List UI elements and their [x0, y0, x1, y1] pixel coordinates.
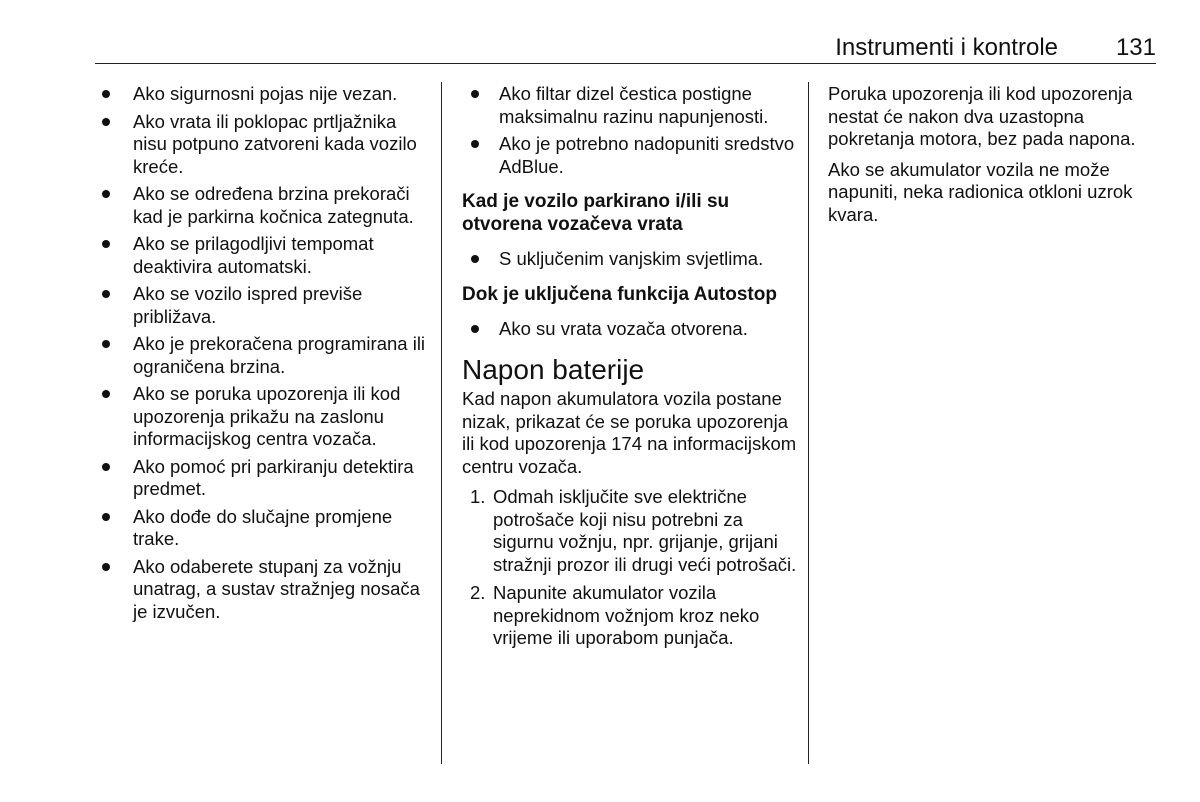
bullet-list [462, 83, 797, 178]
list-item: Ako dođe do slučajne promjene trake. [99, 506, 429, 551]
subheading-parked: Kad je vozilo parkirano i/ili su otvorena vozačeva vrata [462, 191, 730, 235]
bullet-icon [471, 90, 479, 98]
bullet-icon [471, 255, 479, 263]
list-item: Ako se prilagodljivi tempomat deaktivira automatski. [99, 233, 429, 278]
bullet-icon [102, 390, 110, 398]
page-header [0, 0, 1200, 70]
bullet-icon [102, 513, 110, 521]
list-item: Ako sigurnosni pojas nije vezan. [99, 83, 429, 106]
column-middle [462, 83, 797, 656]
list-item: Ako filtar dizel čestica postigne maksimalnu razinu napunjenosti. [462, 83, 797, 128]
bullet-icon [102, 463, 110, 471]
bullet-icon [102, 563, 110, 571]
bullet-list [99, 83, 429, 623]
column-left [99, 83, 429, 628]
subheading-autostop: Dok je uključena funkcija Autostop [462, 283, 777, 305]
column-divider [808, 82, 809, 764]
bullet-icon [471, 325, 479, 333]
bullet-list [462, 248, 797, 271]
column-divider [441, 82, 442, 764]
bullet-icon [102, 118, 110, 126]
section-title: Instrumenti i kontrole [835, 34, 1058, 61]
list-item: Ako vrata ili poklopac prtljažnika nisu potpuno zatvoreni kada vozilo kreće. [99, 111, 429, 179]
intro-paragraph: Kad napon akumulatora vozila postane nizak, prikazat će se poruka upozorenja ili kod upozorenja 174 na informacijskom centru vozača. [462, 388, 797, 477]
paragraph: Ako se akumulator vozila ne može napuniti, neka radionica otkloni uzrok kvara. [828, 158, 1133, 225]
bullet-icon [471, 140, 479, 148]
step-number: 1. [470, 486, 486, 507]
list-item: Ako se poruka upozorenja ili kod upozorenja prikažu na zaslonu informacijskog centra vozača. [99, 383, 429, 451]
bullet-icon [102, 190, 110, 198]
list-item: 2. Napunite akumulator vozila neprekidnom vožnjom kroz neko vrijeme ili uporabom punjača. [470, 582, 760, 648]
list-item: Ako su vrata vozača otvorena. [462, 318, 797, 341]
bullet-icon [102, 340, 110, 348]
list-item: Ako se vozilo ispred previše približava. [99, 283, 429, 328]
bullet-list [462, 318, 797, 341]
paragraph: Poruka upozorenja ili kod upozorenja nestat će nakon dva uzastopna pokretanja motora, bez pada napona. [828, 83, 1136, 149]
bullet-icon [102, 90, 110, 98]
list-item: 1. Odmah isključite sve električne potrošače koji nisu potrebni za sigurnu vožnju, npr. grijanje, grijani stražnji prozor ili drugi veći potrošači. [470, 486, 797, 575]
list-item: Ako odaberete stupanj za vožnju unatrag, a sustav stražnjeg nosača je izvučen. [99, 556, 429, 624]
numbered-list [462, 486, 797, 650]
list-item: Ako je prekoračena programirana ili ograničena brzina. [99, 333, 429, 378]
section-heading: Napon baterije [462, 354, 645, 385]
page-number: 131 [1115, 34, 1156, 61]
list-item: Ako se određena brzina prekorači kad je parkirna kočnica zategnuta. [99, 183, 429, 228]
list-item: Ako pomoć pri parkiranju detektira predmet. [99, 456, 429, 501]
list-item: S uključenim vanjskim svjetlima. [462, 248, 797, 271]
header-rule [95, 63, 1156, 64]
bullet-icon [102, 240, 110, 248]
bullet-icon [102, 290, 110, 298]
step-number: 2. [470, 582, 486, 603]
column-right [828, 83, 1168, 234]
list-item: Ako je potrebno nadopuniti sredstvo AdBlue. [462, 133, 797, 178]
